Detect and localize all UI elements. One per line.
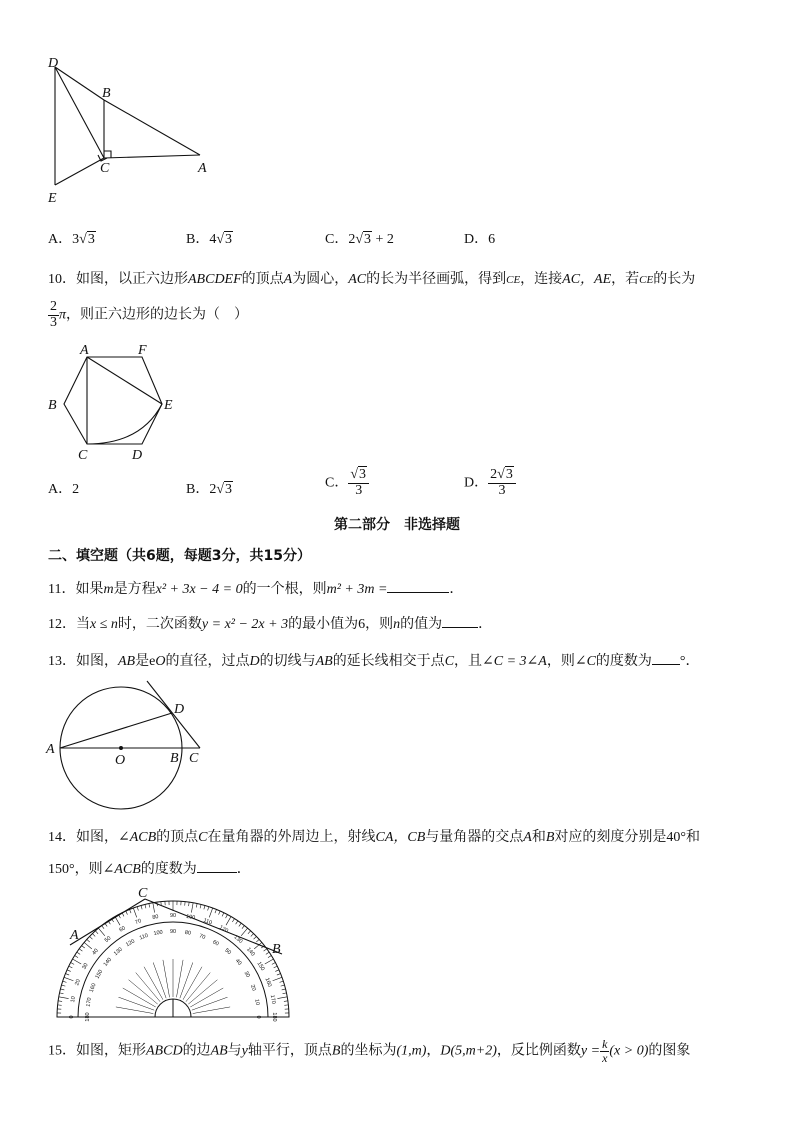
q12-text: 时，二次函数 xyxy=(117,617,202,632)
label-a: A xyxy=(198,161,207,176)
protractor-tick xyxy=(98,928,104,936)
protractor-tick xyxy=(241,928,247,936)
q11-text: 11．如果 xyxy=(48,582,104,597)
answer-blank[interactable] xyxy=(197,860,237,873)
protractor-number: 0 xyxy=(69,1015,75,1019)
angle-acb: ∠ACB xyxy=(118,830,157,845)
q15-text: 轴平行，顶点 xyxy=(247,1043,332,1059)
option-a-text: A．2 xyxy=(48,482,80,497)
q14-text: ． xyxy=(236,862,251,877)
protractor-tick xyxy=(137,907,138,911)
angle-relation: ∠C = 3∠A xyxy=(482,654,547,669)
protractor-tick xyxy=(77,952,80,954)
protractor-number: 160 xyxy=(88,982,98,994)
y-axis: y xyxy=(241,1043,248,1059)
segment-ab: AB xyxy=(118,654,136,669)
q15-text: 的边 xyxy=(182,1043,211,1059)
protractor-tick xyxy=(87,939,90,942)
q15-text: 与 xyxy=(227,1043,242,1059)
q10-line1 xyxy=(48,268,695,288)
segment-ac: AC xyxy=(348,272,367,287)
q9-option-d[interactable] xyxy=(464,228,495,248)
protractor-tick xyxy=(268,956,271,958)
label-e: E xyxy=(164,398,173,413)
q15-text: 的图象 xyxy=(648,1043,691,1059)
protractor-tick xyxy=(222,913,224,917)
protractor-tick xyxy=(61,985,65,986)
protractor-tick xyxy=(254,936,257,939)
option-b-text: B．4 xyxy=(186,232,217,247)
protractor-number: 130 xyxy=(232,934,244,945)
q11-text: 的一个根，则 xyxy=(242,582,327,597)
option-b-radicand: 3 xyxy=(225,232,233,247)
q12-text: 的最小值为 xyxy=(288,617,359,632)
option-b-radicand: 3 xyxy=(225,482,233,497)
label-c: C xyxy=(189,751,199,766)
protractor-number: 160 xyxy=(263,977,273,988)
figure-q13-circle xyxy=(42,676,212,811)
protractor-tick xyxy=(248,931,251,934)
option-c-radicand: 3 xyxy=(364,232,372,247)
q15-text: ，反比例函数 xyxy=(496,1043,581,1059)
protractor-tick xyxy=(126,911,128,915)
option-a-radicand: 3 xyxy=(87,232,95,247)
q13-text: 的度数为 xyxy=(595,654,652,669)
label-o: O xyxy=(115,753,126,768)
protractor-tick xyxy=(102,926,104,929)
protractor-number: 50 xyxy=(223,947,232,957)
label-c: C xyxy=(78,448,88,463)
protractor-tick xyxy=(145,904,146,908)
label-b: B xyxy=(48,398,57,413)
protractor-tick xyxy=(204,905,205,909)
protractor-tick xyxy=(226,917,231,926)
q14-text: 和 xyxy=(531,830,546,845)
protractor-tick xyxy=(265,959,274,964)
protractor-tick xyxy=(200,904,201,908)
q9-option-b[interactable]: B．4√3 xyxy=(186,232,233,247)
protractor-number: 10 xyxy=(70,995,78,1003)
protractor-number: 60 xyxy=(211,939,220,948)
frac-den: x xyxy=(602,1050,608,1065)
q14-text: 在量角器的外周边上，射线 xyxy=(207,830,376,845)
angle-acb: ∠ACB xyxy=(102,862,141,877)
option-c-text: C． xyxy=(325,475,349,491)
protractor-tick xyxy=(69,966,73,968)
protractor-tick xyxy=(95,931,98,934)
q13-text: ，且 xyxy=(454,654,483,669)
coord-d: D(5,m+2) xyxy=(440,1043,497,1059)
protractor-number: 20 xyxy=(249,984,257,992)
protractor-number: 90 xyxy=(169,913,177,919)
protractor-tick xyxy=(58,1001,62,1002)
point-d: D xyxy=(249,654,260,669)
label-e: E xyxy=(48,191,57,206)
protractor-tick xyxy=(239,923,241,926)
protractor-number: 170 xyxy=(85,997,94,1008)
fraction-2-3 xyxy=(48,300,59,330)
q10-text: ，则正六边形的边长为（ ） xyxy=(66,307,249,323)
q14-text: 的顶点 xyxy=(156,830,199,845)
protractor-number: 120 xyxy=(218,924,229,935)
protractor-tick xyxy=(60,989,64,990)
protractor-number: 50 xyxy=(103,935,113,944)
protractor-number: 30 xyxy=(242,970,251,979)
label-c: C xyxy=(100,161,110,176)
rays: CA，CB xyxy=(375,830,426,845)
q10-text: ，若 xyxy=(611,272,640,287)
protractor-number: 70 xyxy=(134,918,143,926)
option-c-fraction: $\frac{√3}{3}$ xyxy=(348,468,369,498)
protractor-tick xyxy=(281,985,285,986)
protractor-tick xyxy=(71,963,75,965)
arc-ce: CE xyxy=(639,274,654,286)
protractor-tick xyxy=(251,934,254,937)
fraction-k-x xyxy=(600,1038,609,1064)
protractor-tick xyxy=(242,926,244,929)
label-b: B xyxy=(272,942,281,957)
q10-text: 为圆心， xyxy=(292,272,349,287)
q10-option-a[interactable] xyxy=(48,478,79,498)
label-a: A xyxy=(70,928,79,943)
q15-text: 15．如图，矩形 xyxy=(48,1043,146,1059)
protractor-tick xyxy=(60,993,64,994)
label-b: B xyxy=(102,86,111,101)
protractor-tick xyxy=(130,909,131,913)
center-dot xyxy=(119,746,123,750)
protractor-tick xyxy=(63,981,67,982)
protractor-tick xyxy=(215,909,216,913)
protractor-number: 100 xyxy=(153,929,164,938)
q11-text: ． xyxy=(449,582,464,597)
protractor-tick xyxy=(266,952,269,954)
protractor-tick xyxy=(273,977,282,980)
protractor-number: 110 xyxy=(202,917,213,927)
option-a-text: A．3 xyxy=(48,232,80,247)
protractor-tick xyxy=(79,949,82,951)
q10-option-b[interactable]: B．2√3 xyxy=(186,482,233,497)
option-b-text: B．2 xyxy=(186,482,217,497)
protractor-tick xyxy=(82,946,85,948)
protractor-tick xyxy=(67,970,71,972)
figure-q9-triangles xyxy=(40,55,230,215)
protractor-tick xyxy=(115,917,120,926)
q13-text: 的直径，过点 xyxy=(165,654,250,669)
condition: x ≤ n xyxy=(90,617,118,632)
q9-option-c[interactable]: C．2√3 + 2 xyxy=(325,232,394,247)
point-c: C xyxy=(198,830,208,845)
angle-c: ∠C xyxy=(574,654,596,669)
option-c-tail: + 2 xyxy=(372,232,394,247)
protractor-tick xyxy=(277,974,281,975)
protractor-number: 80 xyxy=(184,929,192,937)
equation: x² + 3x − 4 = 0 xyxy=(155,582,243,597)
q10-text: 10．如图，以正六边形 xyxy=(48,272,188,287)
label-f: F xyxy=(138,343,147,358)
protractor-tick xyxy=(256,939,259,942)
q10-text: 的长为半径画弧，得到 xyxy=(366,272,507,287)
point-b: B xyxy=(545,830,555,845)
protractor-number: 180 xyxy=(85,1012,91,1022)
option-d-fraction: $\frac{2√3}{3}$ xyxy=(488,468,516,498)
frac-num: k xyxy=(602,1037,608,1051)
protractor-tick xyxy=(284,1001,288,1002)
figure-q14-protractor xyxy=(50,885,300,1025)
frac-num: 3 xyxy=(505,467,513,482)
point-c: C xyxy=(444,654,455,669)
q11-text: 是方程 xyxy=(113,582,156,597)
q15-text: ， xyxy=(426,1043,441,1059)
protractor-tick xyxy=(189,902,190,906)
protractor-number: 60 xyxy=(118,925,127,934)
protractor-number: 80 xyxy=(151,914,159,922)
protractor-number: 100 xyxy=(185,913,196,922)
protractor-tick xyxy=(65,974,69,975)
label-b: B xyxy=(170,751,179,766)
q12-text: ，则 xyxy=(365,617,394,632)
protractor-tick xyxy=(219,911,221,915)
frac-den: 3 xyxy=(355,482,363,498)
q10-text: 的顶点 xyxy=(241,272,284,287)
protractor-tick xyxy=(92,934,95,937)
q13 xyxy=(48,650,700,670)
point-o: O xyxy=(155,654,166,669)
func-y: y = xyxy=(580,1043,601,1059)
protractor-tick xyxy=(283,993,287,994)
protractor-tick xyxy=(236,921,238,924)
segment-ab: AB xyxy=(315,654,333,669)
protractor-number: 150 xyxy=(94,969,105,980)
arc-ce: CE xyxy=(506,274,521,286)
q14-text: 14．如图， xyxy=(48,830,118,845)
q10-line2 xyxy=(48,300,248,330)
protractor-number: 30 xyxy=(81,962,90,971)
q14-text: 的度数为 xyxy=(140,862,197,877)
protractor-tick xyxy=(196,904,197,908)
frac-num: 3 xyxy=(359,467,367,482)
protractor-tick xyxy=(208,907,209,911)
protractor-number: 40 xyxy=(233,958,243,967)
label-a: A xyxy=(80,343,89,358)
protractor-number: 70 xyxy=(198,933,206,941)
var-n: n xyxy=(393,617,401,632)
label-a: A xyxy=(46,742,55,757)
protractor-tick xyxy=(272,963,276,965)
segments-list: AC，AE xyxy=(562,272,612,287)
protractor-number: 180 xyxy=(271,1012,277,1022)
q13-text: 的切线与 xyxy=(259,654,316,669)
protractor-tick xyxy=(191,903,193,913)
q14-line1 xyxy=(48,826,700,846)
protractor-tick xyxy=(141,905,142,909)
q9-option-a[interactable]: A．3√3 xyxy=(48,232,95,247)
protractor-number: 170 xyxy=(268,994,277,1005)
section-title: 第二部分 非选择题 xyxy=(334,517,460,533)
q10-text: ，连接 xyxy=(520,272,563,287)
protractor-number: 90 xyxy=(169,929,177,935)
option-d-text: D． xyxy=(464,475,489,491)
var-m: m xyxy=(103,582,114,597)
min-value: 6 xyxy=(358,617,366,632)
protractor-tick xyxy=(275,970,279,972)
protractor-tick xyxy=(149,904,150,908)
protractor-tick xyxy=(75,956,78,958)
protractor-tick xyxy=(133,908,136,917)
label-d: D xyxy=(174,702,185,717)
protractor-tick xyxy=(153,903,155,913)
q14-text: 与量角器的交点 xyxy=(425,830,524,845)
protractor-tick xyxy=(64,977,73,980)
q13-text: ，则 xyxy=(546,654,575,669)
frac-den: 3 xyxy=(498,482,506,498)
protractor-tick xyxy=(209,908,212,917)
answer-blank[interactable] xyxy=(652,652,680,665)
segment-ab: AB xyxy=(210,1043,228,1059)
label-c: C xyxy=(138,886,148,901)
answer-blank[interactable] xyxy=(387,580,449,593)
point-a: A xyxy=(283,272,293,287)
protractor-tick xyxy=(282,989,286,990)
expression: m² + 3m = xyxy=(326,582,388,597)
option-c-text: C．2 xyxy=(325,232,356,247)
label-d: D xyxy=(132,448,143,463)
q14-text: 150°，则 xyxy=(48,862,103,877)
q10-text: 的长为 xyxy=(653,272,696,287)
option-d-text: D．6 xyxy=(464,232,496,247)
coord-b: (1,m) xyxy=(396,1043,427,1059)
protractor-tick xyxy=(84,942,92,948)
circle-symbol: e xyxy=(149,654,156,669)
q12-text: 12．当 xyxy=(48,617,90,632)
protractor-number: 20 xyxy=(74,978,82,987)
answer-blank[interactable] xyxy=(442,615,478,628)
protractor-tick xyxy=(274,966,278,968)
protractor-number: 10 xyxy=(253,998,261,1006)
protractor-tick xyxy=(226,915,228,919)
protractor-number: 140 xyxy=(245,946,256,958)
protractor-number: 130 xyxy=(112,946,124,958)
q12-text: 的值为 xyxy=(400,617,443,632)
domain-cond: (x > 0) xyxy=(609,1043,649,1059)
protractor-tick xyxy=(232,919,234,922)
frac-num: 2 xyxy=(50,299,57,314)
figure-q10-hexagon xyxy=(45,340,185,465)
point-a: A xyxy=(523,830,532,845)
hexagon-name: ABCDEF xyxy=(188,272,242,287)
protractor-tick xyxy=(90,936,93,939)
protractor-number: 150 xyxy=(255,961,266,972)
protractor-number: 140 xyxy=(102,956,114,968)
protractor-number: 120 xyxy=(125,938,136,949)
q13-text: 的延长线相交于点 xyxy=(332,654,445,669)
section-heading: 二、填空题（共6题，每题3分，共15分） xyxy=(48,548,311,564)
q12 xyxy=(48,613,492,633)
rectangle-name: ABCD xyxy=(146,1043,183,1059)
q10-option-d[interactable] xyxy=(464,468,516,498)
protractor-tick xyxy=(59,997,69,999)
frac-num-coef: 2 xyxy=(490,467,498,482)
q12-text: ． xyxy=(478,617,493,632)
protractor-tick xyxy=(280,981,284,982)
label-d: D xyxy=(48,56,59,71)
protractor-tick xyxy=(73,959,82,964)
q13-text: 13．如图， xyxy=(48,654,118,669)
q11 xyxy=(48,578,463,598)
protractor-tick xyxy=(277,997,287,999)
protractor-number: 40 xyxy=(91,947,100,957)
quadratic-function: y = x² − 2x + 3 xyxy=(201,617,289,632)
protractor-number: 110 xyxy=(138,932,150,942)
q15-text: 的坐标为 xyxy=(340,1043,397,1059)
point-b: B xyxy=(331,1043,341,1059)
q14-line2 xyxy=(48,858,251,878)
q14-text: 对应的刻度分别是40°和 xyxy=(554,830,701,845)
q13-text: 是 xyxy=(135,654,150,669)
frac-den: 3 xyxy=(50,314,57,330)
pi-symbol: π xyxy=(59,307,67,323)
protractor-number: 0 xyxy=(255,1015,261,1019)
q10-option-c[interactable] xyxy=(325,468,369,498)
q15 xyxy=(48,1038,690,1064)
protractor-tick xyxy=(264,949,267,951)
q13-text: °． xyxy=(679,654,700,669)
